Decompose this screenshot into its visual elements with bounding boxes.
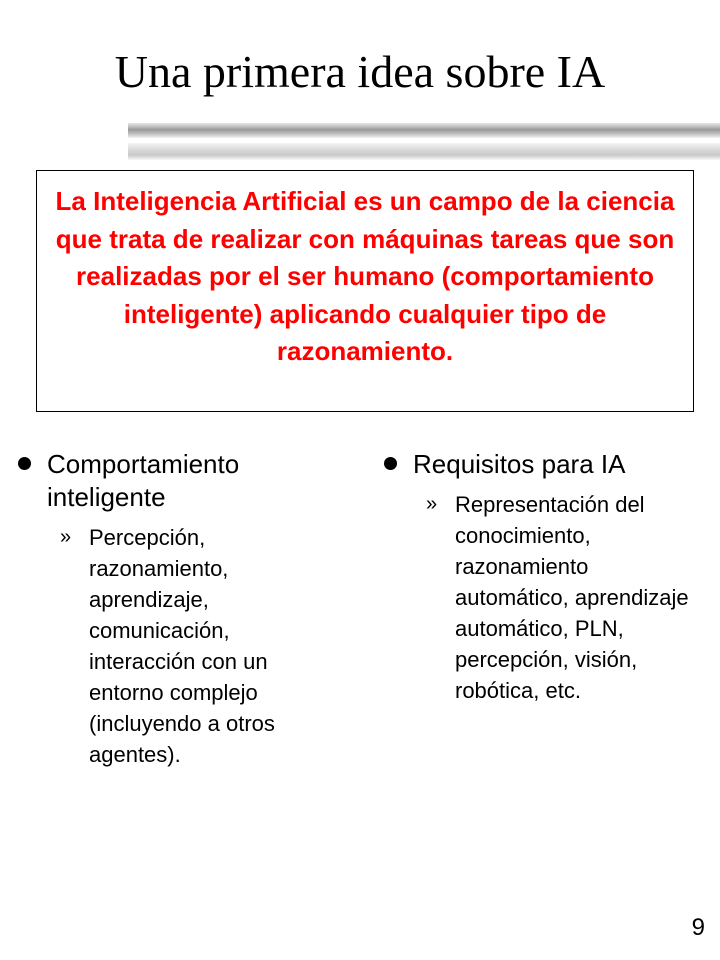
title-underline-bar-light: [128, 143, 720, 160]
left-column: [18, 448, 338, 770]
bullet-heading: Requisitos para IA: [413, 449, 626, 479]
definition-text: La Inteligencia Artificial es un campo de la ciencia que trata de realizar con máquinas tareas que son realizadas por el ser humano (comportamiento inteligente) aplicando cualquier tipo de razonamiento.: [55, 186, 675, 366]
sub-bullet-marker-icon: »: [60, 526, 72, 548]
bullet-comportamiento: [18, 448, 338, 514]
bullet-dot-icon: [384, 457, 397, 470]
bullet-heading: Comportamiento inteligente: [47, 449, 240, 512]
bullet-requisitos: [384, 448, 704, 481]
title-underline-bar-dark: [128, 123, 720, 138]
sub-bullet-text: Representación del conocimiento, razonamiento automático, aprendizaje automático, PLN, percepción, visión, robótica, etc.: [455, 492, 689, 703]
sub-bullet-text: Percepción, razonamiento, aprendizaje, comunicación, interacción con un entorno complejo (incluyendo a otros agentes).: [89, 525, 275, 767]
sub-bullet-requisitos: [384, 489, 704, 706]
slide-title: Una primera idea sobre IA: [114, 46, 606, 97]
definition-box: [36, 170, 694, 412]
sub-bullet-comportamiento: [18, 522, 338, 770]
right-column: [384, 448, 704, 706]
bullet-dot-icon: [18, 457, 31, 470]
page-number: 9: [691, 914, 705, 941]
sub-bullet-marker-icon: »: [426, 493, 438, 515]
